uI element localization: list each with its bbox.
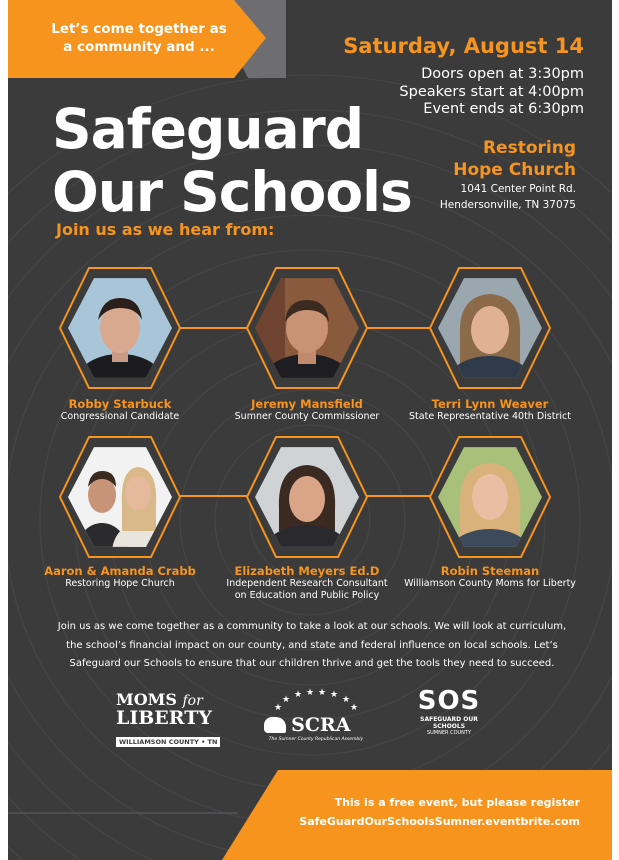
speaker-name-3: Terri Lynn Weaver	[431, 397, 549, 411]
intro-line-2: a community and ...	[63, 39, 215, 55]
title-line-2: Our Schools	[52, 160, 412, 224]
event-date: Saturday, August 14	[343, 34, 584, 58]
sos-logo-word: SOS	[417, 686, 481, 716]
intro-text	[34, 20, 244, 56]
speaker-role-5a: Independent Research Consultant	[226, 578, 388, 589]
title-line-1: Safeguard	[52, 97, 364, 161]
description-line-2: the school’s financial impact on our county, and state and federal influence on local schools. Let’s	[66, 639, 558, 651]
sos-logo-subtitle-2: SUMNER COUNTY	[426, 730, 472, 736]
registration-link[interactable]: SafeGuardOurSchoolsSumner.eventbrite.com	[299, 815, 580, 828]
speaker-role-3: State Representative 40th District	[409, 411, 571, 422]
speaker-role-6: Williamson County Moms for Liberty	[404, 578, 576, 589]
event-flyer	[8, 0, 612, 860]
liberty-logo-word: LIBERTY	[116, 707, 212, 729]
doors-open-time: Doors open at 3:30pm	[421, 66, 584, 82]
intro-line-1: Let’s come together as	[51, 21, 227, 37]
svg-text:★: ★	[274, 703, 283, 713]
speaker-name-4: Aaron & Amanda Crabb	[44, 564, 196, 578]
description-line-1: Join us as we come together as a community to take a look at our schools. We will look at curriculum,	[57, 621, 567, 632]
speaker-hex-crabb	[58, 435, 182, 559]
speaker-hex-robby	[58, 266, 182, 390]
venue-address-line-1: 1041 Center Point Rd.	[460, 183, 576, 195]
speaker-name-1: Robby Starbuck	[68, 397, 172, 411]
speaker-hex-elizabeth	[245, 435, 369, 559]
svg-text:★: ★	[294, 690, 303, 700]
event-end-time: Event ends at 6:30pm	[423, 101, 584, 117]
scra-stars-icon	[264, 688, 368, 714]
speaker-name-2: Jeremy Mansfield	[251, 397, 363, 411]
event-description	[42, 618, 582, 674]
scra-logo-word: SCRA	[291, 714, 351, 736]
scra-logo	[264, 688, 368, 742]
speaker-hex-jeremy	[245, 266, 369, 390]
description-line-3: Safeguard our Schools to ensure that our children thrive and get the tools they need to succeed.	[69, 658, 555, 669]
speaker-role-4: Restoring Hope Church	[65, 578, 175, 589]
speakers-start-time: Speakers start at 4:00pm	[399, 84, 584, 100]
venue-name-line-1: Restoring	[482, 138, 576, 158]
svg-text:★: ★	[342, 695, 351, 705]
venue-name-line-2: Hope Church	[453, 160, 576, 180]
speaker-name-6: Robin Steeman	[440, 564, 540, 578]
footer-free-event-text: This is a free event, but please register	[334, 796, 580, 809]
svg-text:★: ★	[330, 690, 339, 700]
join-heading: Join us as we hear from:	[56, 220, 275, 239]
moms-logo-for: for	[182, 693, 203, 709]
speaker-role-2: Sumner County Commissioner	[234, 411, 380, 422]
moms-for-liberty-logo	[116, 690, 234, 748]
speaker-hex-robin	[428, 435, 552, 559]
speaker-role-1: Congressional Candidate	[60, 411, 180, 422]
svg-text:★: ★	[350, 703, 359, 713]
scra-logo-subtitle: The Sumner County Republican Assembly	[268, 737, 364, 742]
speaker-name-5: Elizabeth Meyers Ed.D	[234, 564, 380, 578]
svg-text:★: ★	[318, 688, 327, 698]
elephant-icon	[264, 717, 286, 733]
speaker-role-5b: on Education and Public Policy	[234, 590, 380, 601]
moms-logo-word: MOMS	[116, 690, 177, 709]
sos-logo	[406, 686, 492, 736]
sos-logo-subtitle-1: SAFEGUARD OUR SCHOOLS	[420, 716, 478, 730]
svg-text:★: ★	[306, 688, 315, 698]
venue-address-line-2: Hendersonville, TN 37075	[439, 199, 576, 211]
speaker-hex-terri	[428, 266, 552, 390]
svg-text:★: ★	[282, 695, 291, 705]
moms-logo-subtitle: WILLIAMSON COUNTY • TN	[116, 737, 220, 747]
